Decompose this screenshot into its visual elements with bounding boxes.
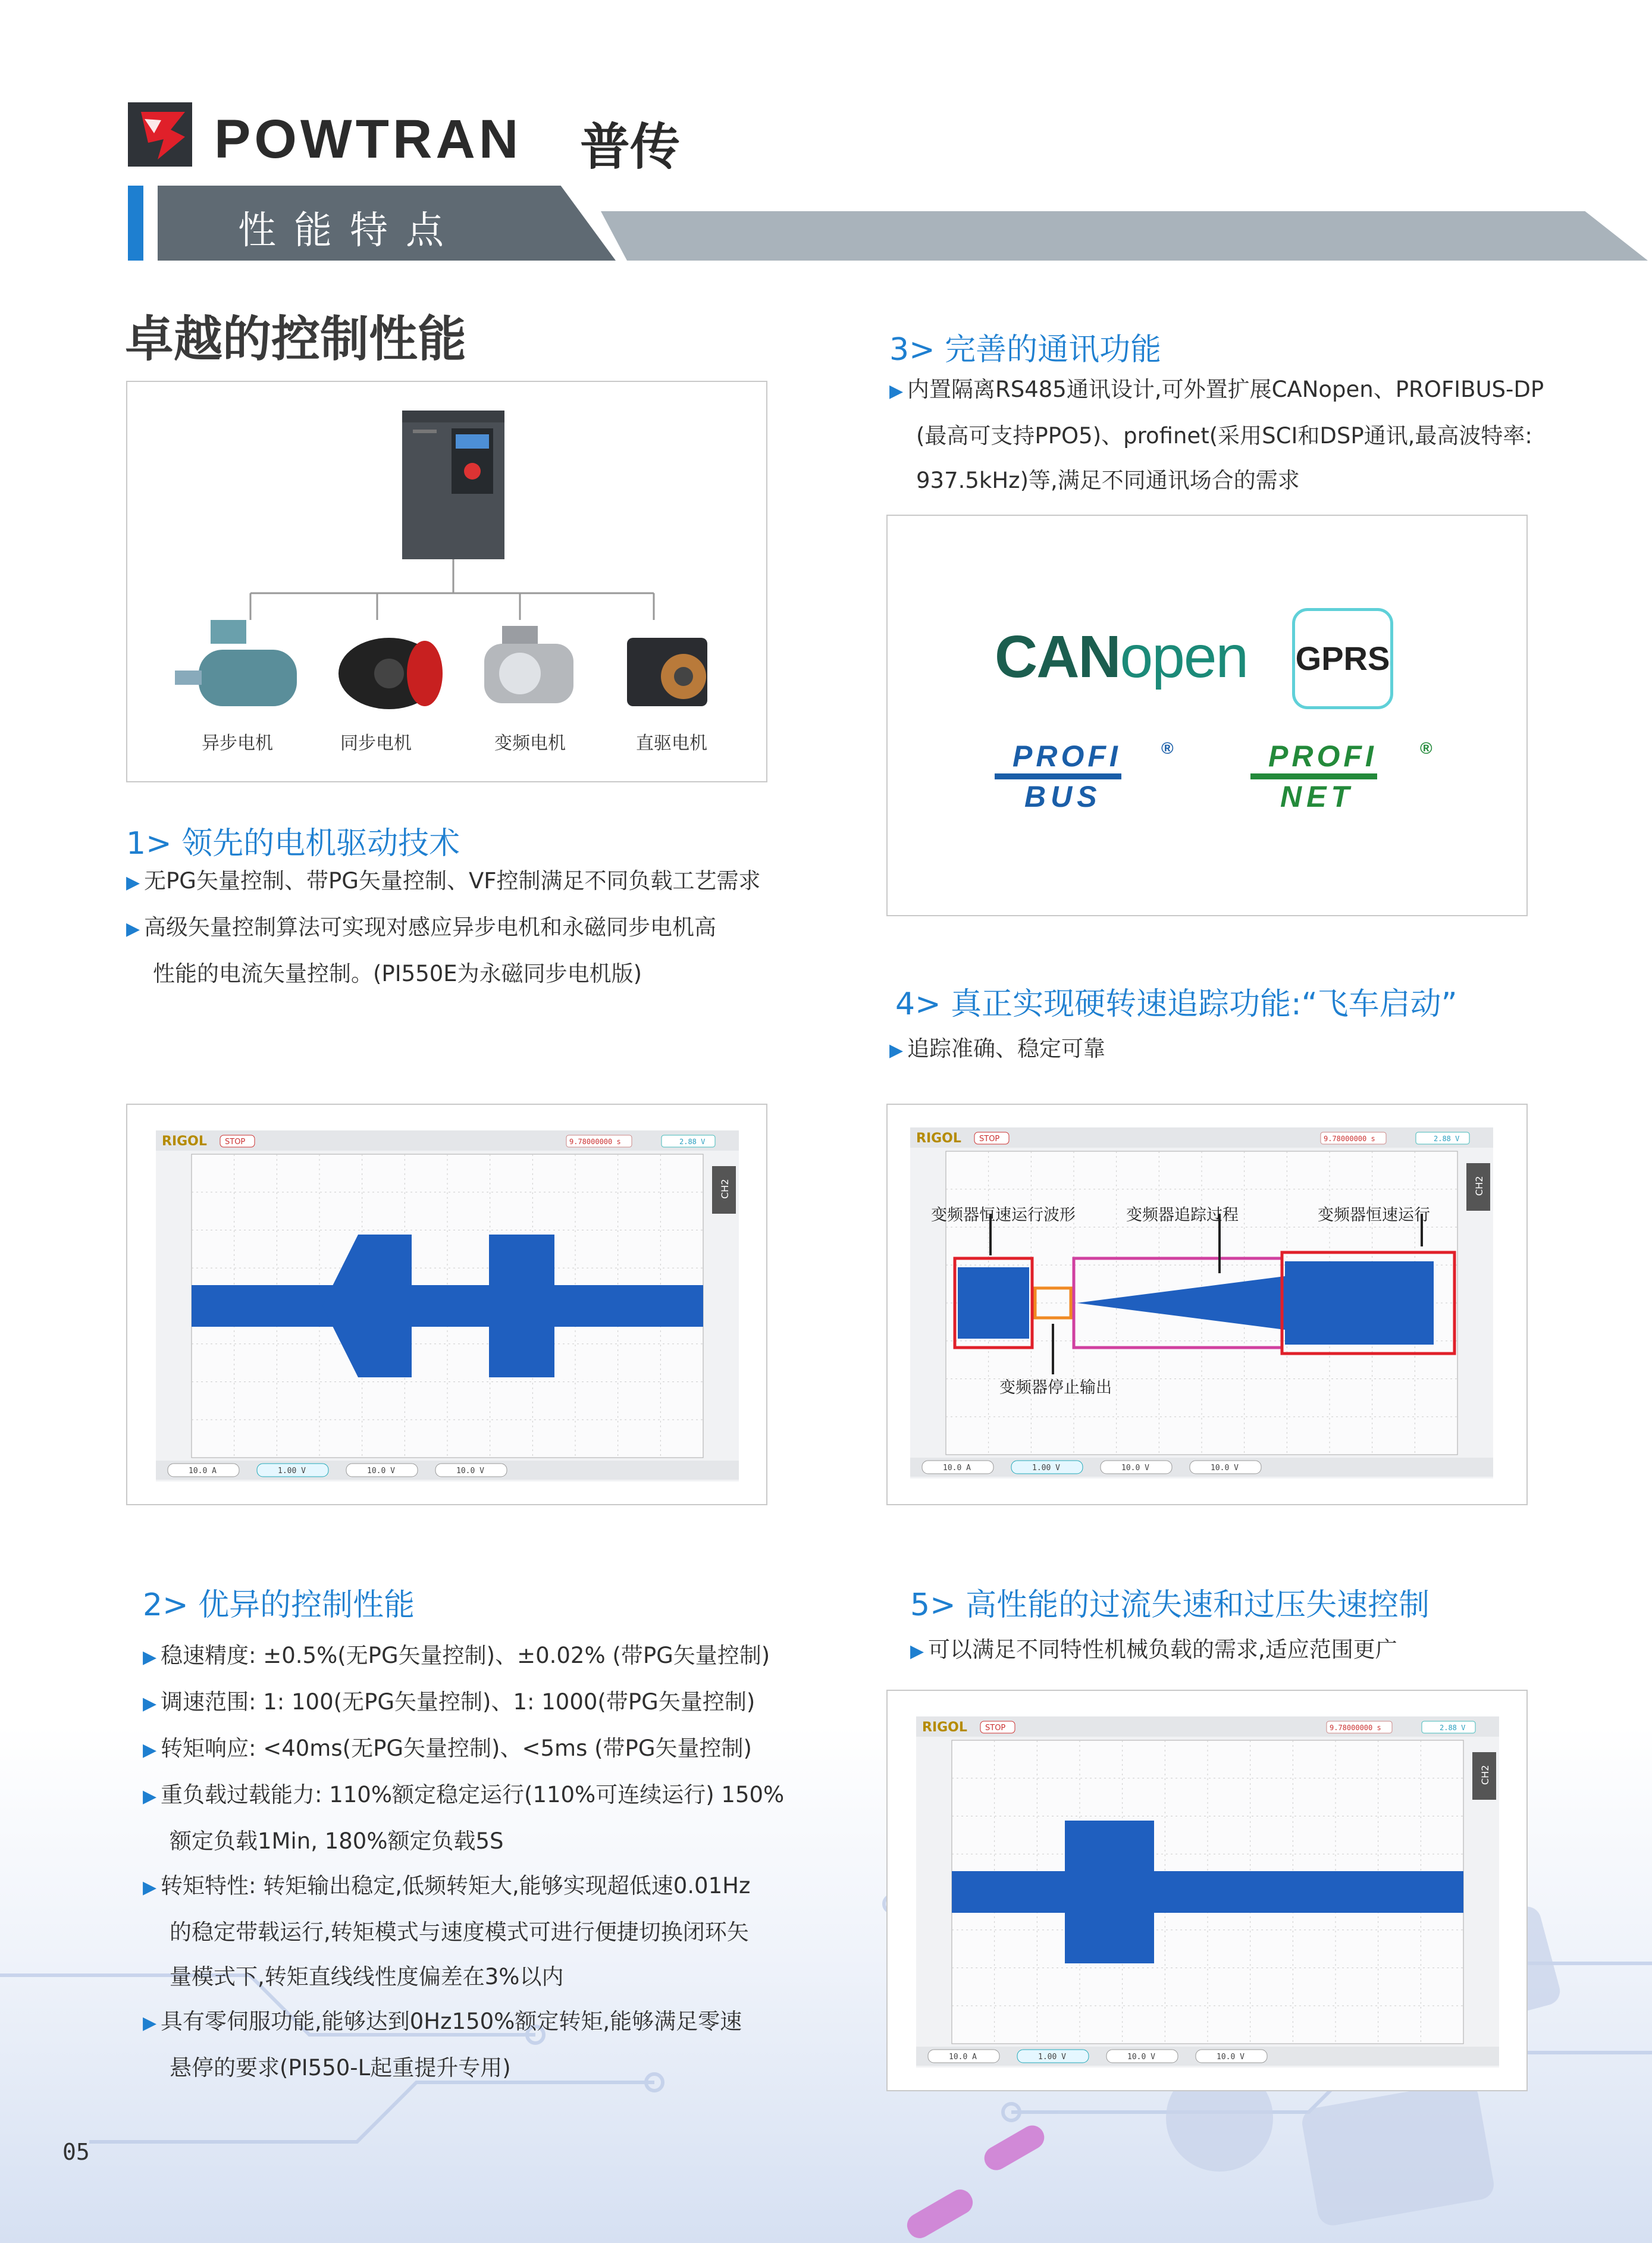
- bullet-arrow-icon: ▶: [889, 381, 904, 402]
- trigger-value: 2.88 V: [679, 1138, 706, 1146]
- inverter-image: [402, 411, 504, 559]
- s3-title: 3> 完善的通讯功能: [889, 332, 1162, 368]
- header-grey-bar: [601, 211, 1648, 261]
- bullet-arrow-icon: ▶: [143, 1740, 157, 1760]
- powtran-logo-icon: [128, 102, 192, 167]
- motor-label-sync: 同步电机: [340, 733, 412, 754]
- bullet-arrow-icon: ▶: [910, 1641, 924, 1662]
- motor-label-direct: 直驱电机: [636, 733, 707, 754]
- profibus-logo: PROFI BUS ®: [995, 739, 1121, 814]
- bullet-arrow-icon: ▶: [143, 1786, 157, 1807]
- s1-bullet: ▶ 高级矢量控制算法可实现对感应异步电机和永磁同步电机高 性能的电流矢量控制。(PI550E为永磁同步电机版): [126, 905, 780, 996]
- s1-title: 1> 领先的电机驱动技术: [126, 826, 460, 862]
- motor-label-vf: 变频电机: [494, 733, 566, 754]
- d-value: 9.78000000 s: [1324, 1135, 1375, 1143]
- rigol-brand: RIGOL: [162, 1134, 207, 1149]
- s2-bullet: ▶ 转矩响应: <40ms(无PG矢量控制)、<5ms (带PG矢量控制): [143, 1726, 827, 1772]
- bullet-arrow-icon: ▶: [889, 1040, 904, 1061]
- header-accent-bar: [128, 186, 143, 261]
- oscilloscope-screen-3: [916, 1716, 1499, 2067]
- channel-value: 10.0 V: [456, 1467, 484, 1476]
- s5-title: 5> 高性能的过流失速和过压失速控制: [910, 1587, 1430, 1623]
- section-header: 性能特点: [238, 209, 462, 253]
- waveform-segment: [489, 1235, 554, 1377]
- channel-value: 10.0 A: [949, 2053, 977, 2062]
- s5-list: [910, 1627, 1624, 1674]
- channel-value: 1.00 V: [1038, 2053, 1066, 2062]
- s4-title: 4> 真正实现硬转速追踪功能:“飞车启动”: [895, 986, 1457, 1022]
- motor-label-async: 异步电机: [202, 733, 273, 754]
- annotation-stop-output: 变频器停止输出: [999, 1379, 1112, 1397]
- channel-value: 1.00 V: [1032, 1464, 1060, 1473]
- trigger-value: 2.88 V: [1440, 1724, 1466, 1732]
- oscilloscope-screen-2: [910, 1127, 1493, 1478]
- ch2-side-label: CH2: [1479, 1765, 1491, 1785]
- rigol-brand: RIGOL: [916, 1131, 961, 1146]
- channel-value: 10.0 V: [1127, 2053, 1155, 2062]
- s2-bullet: ▶ 具有零伺服功能,能够达到0Hz150%额定转矩,能够满足零速 悬停的要求(PI550-L起重提升专用): [143, 1999, 827, 2090]
- canopen-logo: CANopen: [995, 624, 1248, 690]
- s2-list: [143, 1633, 827, 2090]
- bullet-arrow-icon: ▶: [143, 1647, 157, 1668]
- bullet-arrow-icon: ▶: [143, 2013, 157, 2034]
- s2-title: 2> 优异的控制性能: [143, 1587, 415, 1623]
- ch2-side-label: CH2: [719, 1179, 731, 1199]
- motor-diagram-frame: [126, 381, 767, 782]
- channel-value: 10.0 V: [367, 1467, 395, 1476]
- page-number: 05: [62, 2139, 90, 2165]
- stop-label: STOP: [979, 1135, 1000, 1144]
- async-motor-image: [175, 620, 297, 706]
- direct-drive-motor-image: [627, 638, 707, 706]
- channel-value: 10.0 A: [189, 1467, 217, 1476]
- d-value: 9.78000000 s: [1330, 1724, 1381, 1732]
- s3-bullet: ▶ 内置隔离RS485通讯设计,可外置扩展CANopen、PROFIBUS-DP (最高可支持PPO5)、profinet(采用SCI和DSP通讯,最高波特率: 937.5kHz)等,满足不同通讯场合的需求: [889, 367, 1603, 503]
- ch2-side-label: CH2: [1474, 1176, 1485, 1196]
- s2-bullet: ▶ 调速范围: 1: 100(无PG矢量控制)、1: 1000(带PG矢量控制): [143, 1680, 827, 1726]
- brand-name-cn: 普传: [580, 118, 681, 176]
- waveform-segment: [958, 1267, 1029, 1339]
- waveform-segment: [1065, 1821, 1154, 1963]
- brand-name: POWTRAN: [214, 109, 522, 170]
- s4-bullet: ▶ 追踪准确、稳定可靠: [889, 1026, 1603, 1073]
- channel-value: 10.0 V: [1211, 1464, 1239, 1473]
- trigger-value: 2.88 V: [1434, 1135, 1460, 1143]
- s2-bullet: ▶ 稳速精度: ±0.5%(无PG矢量控制)、±0.02% (带PG矢量控制): [143, 1633, 827, 1680]
- bullet-arrow-icon: ▶: [143, 1877, 157, 1898]
- annotation-constant-wave: 变频器恒速运行波形: [931, 1206, 1076, 1224]
- d-value: 9.78000000 s: [569, 1138, 621, 1146]
- s5-bullet: ▶ 可以满足不同特性机械负载的需求,适应范围更广: [910, 1627, 1624, 1674]
- oscilloscope-screen-1: [156, 1130, 739, 1481]
- main-title: 卓越的控制性能: [125, 311, 467, 368]
- profinet-logo: PROFI NET ®: [1250, 739, 1377, 814]
- motor-diagram: [127, 382, 766, 781]
- bullet-arrow-icon: ▶: [126, 919, 140, 939]
- s1-list: [126, 859, 780, 996]
- stop-label: STOP: [225, 1138, 246, 1146]
- stop-label: STOP: [985, 1724, 1006, 1733]
- waveform-segment: [192, 1285, 703, 1327]
- annotation-constant-run: 变频器恒速运行: [1318, 1206, 1430, 1224]
- channel-value: 10.0 A: [943, 1464, 971, 1473]
- bullet-arrow-icon: ▶: [126, 872, 140, 893]
- s1-bullet: ▶ 无PG矢量控制、带PG矢量控制、VF控制满足不同负载工艺需求: [126, 859, 780, 905]
- comm-logos-frame: [886, 515, 1528, 916]
- bullet-arrow-icon: ▶: [143, 1693, 157, 1714]
- waveform-segment: [952, 1871, 1463, 1913]
- connector-lines: [250, 559, 654, 620]
- channel-value: 1.00 V: [278, 1467, 306, 1476]
- s3-list: [889, 367, 1603, 503]
- sync-motor-image: [338, 638, 443, 709]
- channel-value: 10.0 V: [1217, 2053, 1245, 2062]
- s2-bullet: ▶ 重负载过载能力: 110%额定稳定运行(110%可连续运行) 150% 额定负载1Min, 180%额定负载5S: [143, 1772, 827, 1863]
- rigol-brand: RIGOL: [922, 1720, 967, 1735]
- annotation-tracking: 变频器追踪过程: [1126, 1206, 1239, 1224]
- waveform-segment: [1285, 1261, 1434, 1345]
- s2-bullet: ▶ 转矩特性: 转矩输出稳定,低频转矩大,能够实现超低速0.01Hz 的稳定带载运行,转矩模式与速度模式可进行便捷切换闭环矢 量模式下,转矩直线线性度偏差在3%以内: [143, 1863, 827, 1999]
- vf-motor-image: [484, 626, 573, 703]
- gprs-logo: GPRS: [1292, 608, 1393, 709]
- channel-value: 10.0 V: [1121, 1464, 1149, 1473]
- s4-list: [889, 1026, 1603, 1073]
